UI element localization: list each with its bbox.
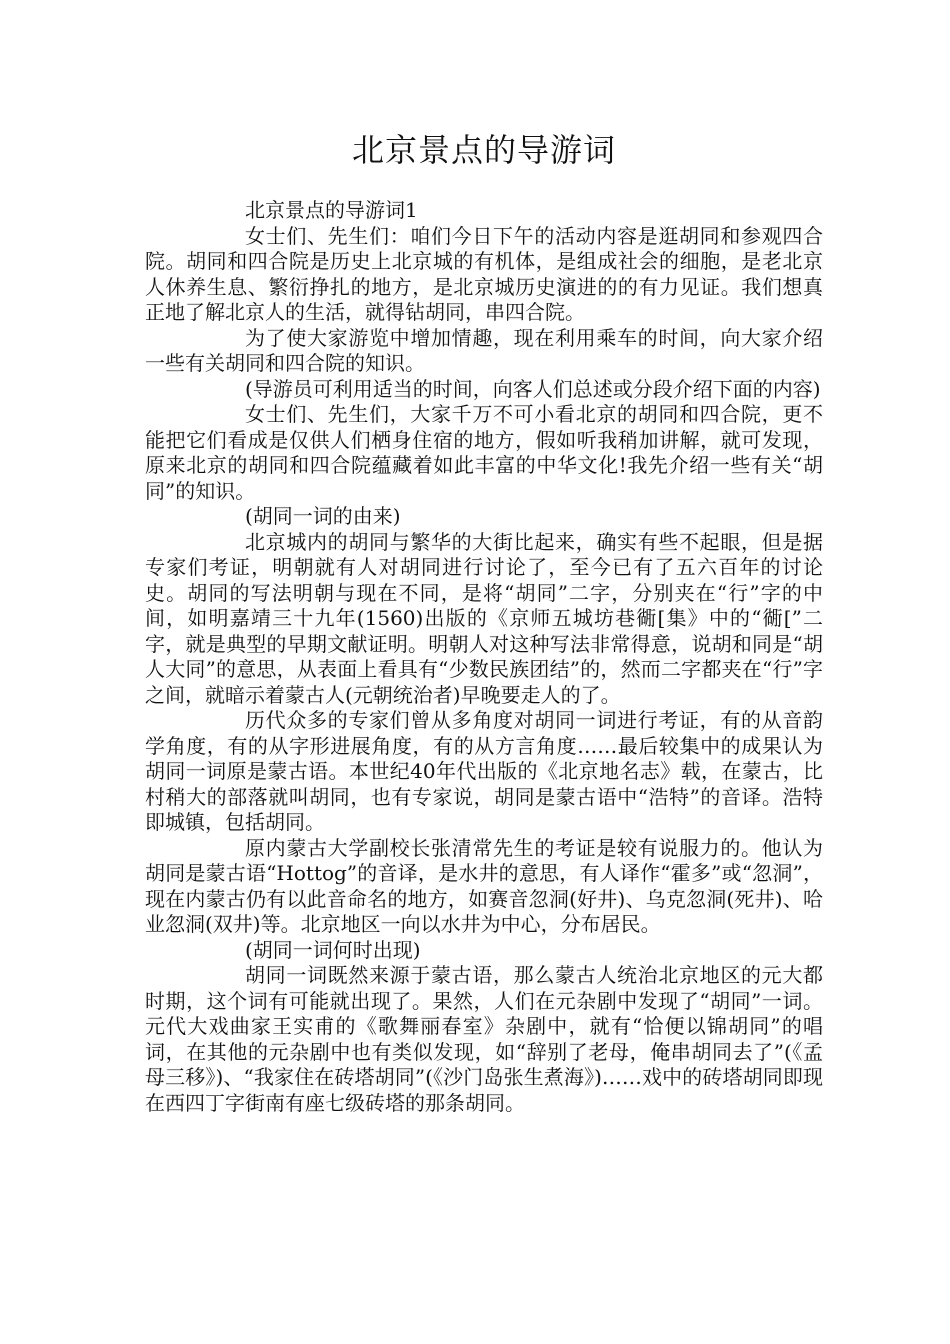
paragraph: 女士们、先生们，大家千万不可小看北京的胡同和四合院，更不能把它们看成是仅供人们栖身住宿的地方，假如听我稍加讲解，就可发现，原来北京的胡同和四合院蕴藏着如此丰富的中华文化!我先介绍一些有关“胡同”的知识。 bbox=[145, 402, 823, 503]
paragraph: 北京城内的胡同与繁华的大街比起来，确实有些不起眼，但是据专家们考证，明朝就有人对胡同进行讨论了，至今已有了五六百年的讨论史。胡同的写法明朝与现在不同，是将“胡同”二字，分别夹在“行”字的中间，如明嘉靖三十九年(1560)出版的《京师五城坊巷衚[集》中的“衚[”二字，就是典型的早期文献证明。明朝人对这种写法非常得意，说胡和同是“胡人大同”的意思，从表面上看具有“少数民族团结”的，然而二字都夹在“行”字之间，就暗示着蒙古人(元朝统治者)早晚要走人的了。 bbox=[145, 529, 823, 707]
paragraph: 历代众多的专家们曾从多角度对胡同一词进行考证，有的从音韵学角度，有的从字形进展角度，有的从方言角度……最后较集中的成果认为胡同一词原是蒙古语。本世纪40年代出版的《北京地名志》载，在蒙古，比村稍大的部落就叫胡同，也有专家说，胡同是蒙古语中“浩特”的音译。浩特即城镇，包括胡同。 bbox=[145, 708, 823, 834]
paragraph: 胡同一词既然来源于蒙古语，那么蒙古人统治北京地区的元大都时期，这个词有可能就出现了。果然，人们在元杂剧中发现了“胡同”一词。元代大戏曲家王实甫的《歌舞丽春室》杂剧中，就有“恰便以锦胡同”的唱词，在其他的元杂剧中也有类似发现，如“辞别了老母，俺串胡同去了”(《孟母三移》)、“我家住在砖塔胡同”(《沙门岛张生煮海》)……戏中的砖塔胡同即现在西四丁字街南有座七级砖塔的那条胡同。 bbox=[145, 963, 823, 1115]
section-note: (胡同一词何时出现) bbox=[245, 937, 421, 962]
document-title: 北京景点的导游词 bbox=[351, 131, 616, 169]
paragraph: 为了使大家游览中增加情趣，现在利用乘车的时间，向大家介绍一些有关胡同和四合院的知识。 bbox=[145, 325, 823, 375]
paragraph: (导游员可利用适当的时间，向客人们总述或分段介绍下面的内容) bbox=[245, 376, 821, 401]
document-page bbox=[145, 128, 823, 1116]
document-body bbox=[145, 198, 823, 1116]
paragraph-heading: 北京景点的导游词1 bbox=[245, 198, 418, 222]
paragraph: 原内蒙古大学副校长张清常先生的考证是较有说服力的。他认为胡同是蒙古语“Hottog”的音译，是水井的意思，有人译作“霍多”或“忽洞”，现在内蒙古仍有以此音命名的地方，如赛音忽洞(好井)、乌克忽洞(死井)、哈业忽洞(双井)等。北京地区一向以水井为中心，分布居民。 bbox=[145, 835, 823, 936]
section-note: (胡同一词的由来) bbox=[245, 504, 401, 528]
paragraph: 女士们、先生们：咱们今日下午的活动内容是逛胡同和参观四合院。胡同和四合院是历史上北京城的有机体，是组成社会的细胞，是老北京人休养生息、繁衍挣扎的地方，是北京城历史演进的的有力见证。我们想真正地了解北京人的生活，就得钻胡同，串四合院。 bbox=[145, 223, 823, 324]
